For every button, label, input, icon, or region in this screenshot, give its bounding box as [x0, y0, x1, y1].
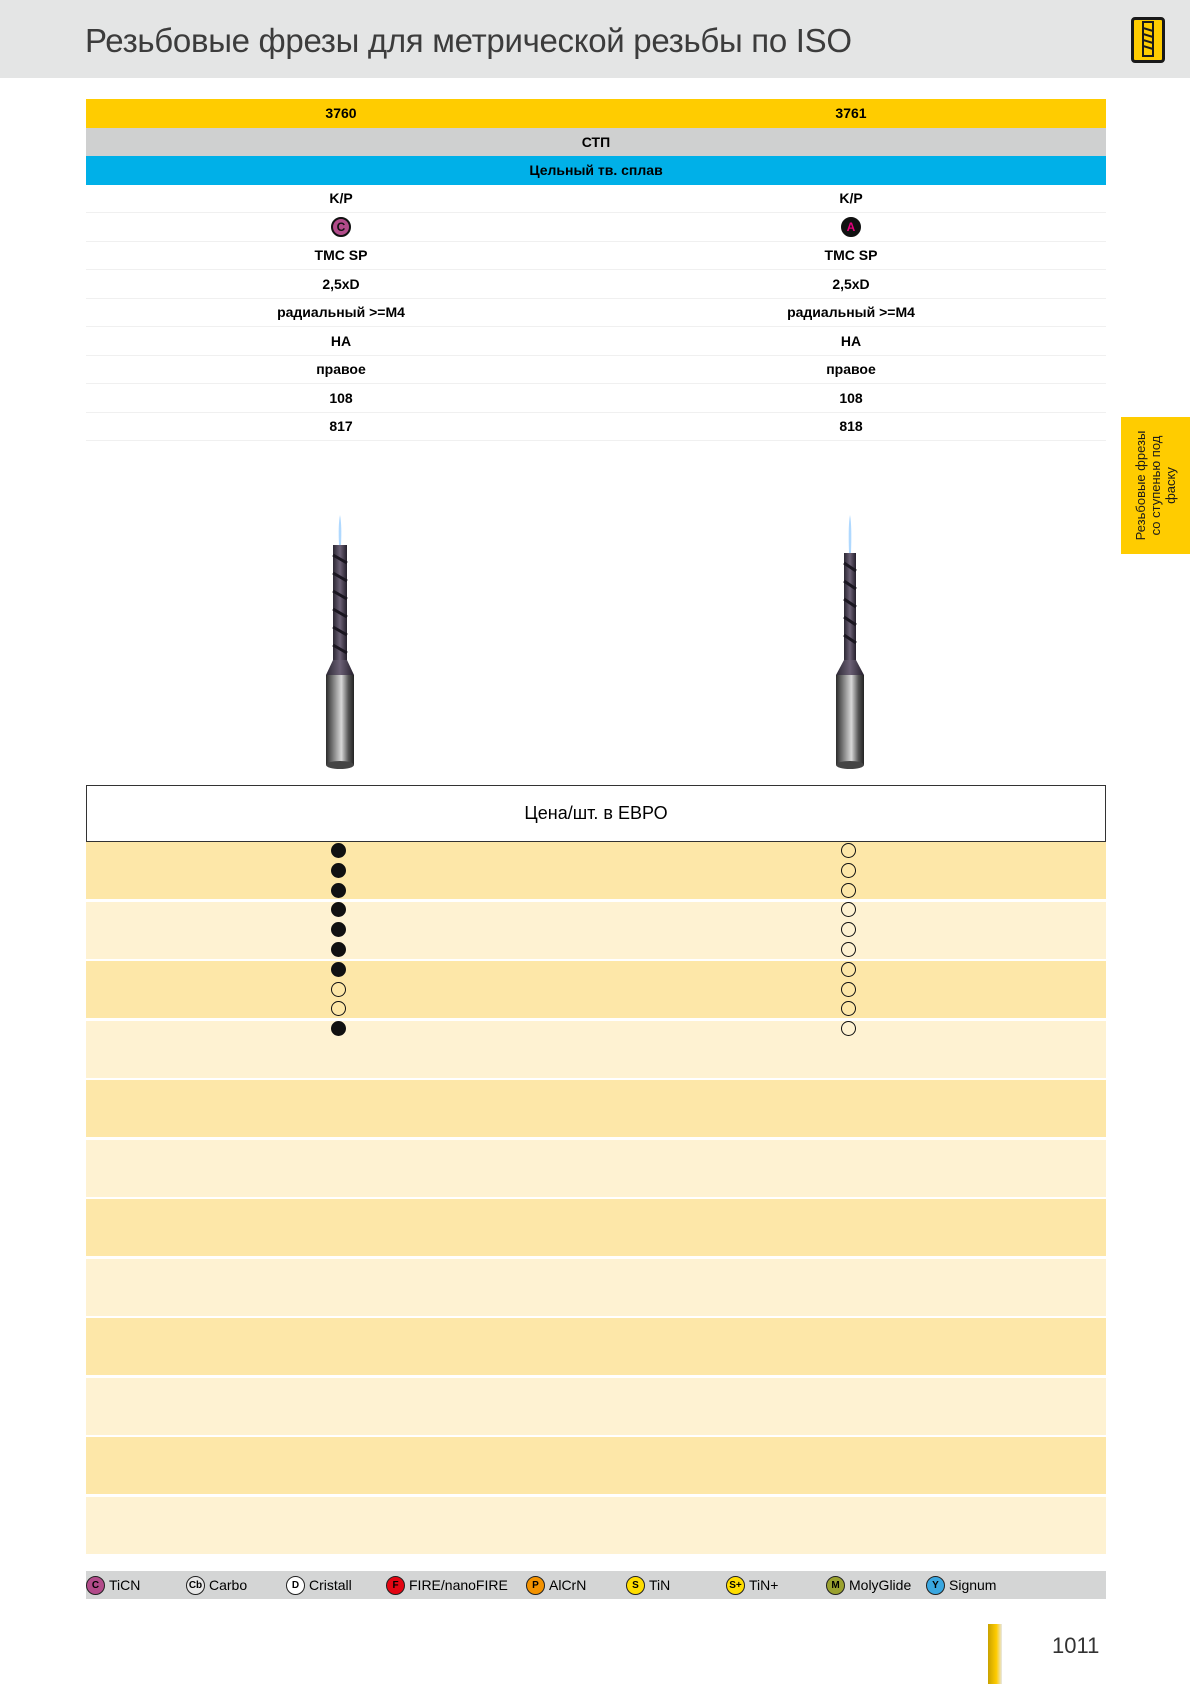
- coating-badge-icon: Cb: [186, 1576, 205, 1595]
- legend-label: Signum: [949, 1577, 997, 1593]
- spec-row: [86, 242, 1106, 271]
- legend-item: [186, 1576, 247, 1595]
- availability-empty-dot-icon: [841, 902, 856, 917]
- coating-badge-icon: S: [626, 1576, 645, 1595]
- legend-item: [386, 1576, 508, 1595]
- standard-label: СТП: [581, 133, 611, 150]
- availability-filled-dot-icon: [331, 922, 346, 937]
- coating-badge-icon: Y: [926, 1576, 945, 1595]
- section-side-tab[interactable]: [1121, 417, 1190, 554]
- standard-row: [86, 128, 1106, 157]
- legend-item: [286, 1576, 352, 1595]
- legend-label: AlCrN: [549, 1577, 587, 1593]
- spec-row: [86, 185, 1106, 214]
- spec-right: K/P: [839, 190, 863, 207]
- table-row: [86, 842, 1106, 899]
- spec-right: TMC SP: [824, 247, 878, 264]
- coating-legend: [86, 1571, 1106, 1599]
- availability-filled-dot-icon: [331, 843, 346, 858]
- price-table-bands: [86, 842, 1106, 1556]
- availability-filled-dot-icon: [331, 863, 346, 878]
- spec-right: правое: [826, 361, 876, 378]
- availability-filled-dot-icon: [331, 942, 346, 957]
- table-row: [86, 1497, 1106, 1554]
- coating-a-badge-icon: A: [841, 217, 861, 237]
- spec-left: K/P: [329, 190, 353, 207]
- article-left: 3760: [325, 105, 357, 122]
- table-row: [86, 1318, 1106, 1375]
- availability-filled-dot-icon: [331, 902, 346, 917]
- coating-c-badge-icon: C: [331, 217, 351, 237]
- availability-empty-dot-icon: [841, 982, 856, 997]
- spec-right: радиальный >=M4: [787, 304, 915, 321]
- availability-empty-dot-icon: [841, 942, 856, 957]
- coating-badge-icon: M: [826, 1576, 845, 1595]
- spec-right: HA: [840, 332, 862, 349]
- page-title: Резьбовые фрезы для метрической резьбы по ISO: [85, 22, 852, 59]
- spec-left: HA: [330, 332, 352, 349]
- availability-empty-dot-icon: [841, 883, 856, 898]
- availability-filled-dot-icon: [331, 1021, 346, 1036]
- spec-right: 2,5xD: [832, 275, 870, 292]
- price-header: [86, 785, 1106, 842]
- availability-empty-dot-icon: [331, 982, 346, 997]
- coating-row: [86, 213, 1106, 242]
- page-marker: [988, 1624, 1002, 1684]
- availability-empty-dot-icon: [841, 843, 856, 858]
- spec-right: 818: [839, 418, 863, 435]
- spec-left: радиальный >=M4: [277, 304, 405, 321]
- spec-table: [86, 99, 1106, 441]
- legend-label: TiN: [649, 1577, 671, 1593]
- availability-filled-dot-icon: [331, 962, 346, 977]
- coating-badge-icon: C: [86, 1576, 105, 1595]
- article-right: 3761: [835, 105, 867, 122]
- page-header: [0, 0, 1190, 78]
- spec-row: [86, 327, 1106, 356]
- material-row: [86, 156, 1106, 185]
- legend-label: TiN+: [749, 1577, 779, 1593]
- legend-label: FIRE/nanoFIRE: [409, 1577, 508, 1593]
- availability-column-right: [841, 843, 861, 1041]
- coating-badge-icon: S+: [726, 1576, 745, 1595]
- material-label: Цельный тв. сплав: [529, 162, 663, 179]
- spec-row: [86, 384, 1106, 413]
- coating-badge-icon: P: [526, 1576, 545, 1595]
- thread-mill-image-right: [830, 515, 870, 778]
- page-number: 1011: [1052, 1633, 1100, 1658]
- spec-row: [86, 270, 1106, 299]
- spec-left: 108: [329, 389, 353, 406]
- thread-mill-logo-icon: [1131, 17, 1165, 63]
- legend-item: [526, 1576, 586, 1595]
- legend-label: Carbo: [209, 1577, 248, 1593]
- coating-badge-icon: D: [286, 1576, 305, 1595]
- table-row: [86, 1080, 1106, 1137]
- price-label: Цена/шт. в ЕВРО: [524, 803, 668, 823]
- spec-left: 2,5xD: [322, 275, 360, 292]
- legend-item: [826, 1576, 911, 1595]
- article-number-row: [86, 99, 1106, 128]
- table-row: [86, 1140, 1106, 1197]
- availability-empty-dot-icon: [841, 1001, 856, 1016]
- legend-item: [86, 1576, 140, 1595]
- table-row: [86, 961, 1106, 1018]
- spec-left: правое: [316, 361, 366, 378]
- side-tab-label: Резьбовые фрезы со ступенью под фаску: [1133, 430, 1178, 541]
- table-row: [86, 1378, 1106, 1435]
- table-row: [86, 1021, 1106, 1078]
- legend-label: MolyGlide: [849, 1577, 912, 1593]
- spec-right: 108: [839, 389, 863, 406]
- availability-empty-dot-icon: [841, 922, 856, 937]
- availability-empty-dot-icon: [841, 1021, 856, 1036]
- availability-empty-dot-icon: [841, 962, 856, 977]
- legend-item: [726, 1576, 778, 1595]
- availability-filled-dot-icon: [331, 883, 346, 898]
- coating-badge-icon: F: [386, 1576, 405, 1595]
- legend-item: [926, 1576, 996, 1595]
- table-row: [86, 1259, 1106, 1316]
- spec-left: TMC SP: [314, 247, 368, 264]
- table-row: [86, 1199, 1106, 1256]
- thread-mill-image-left: [320, 515, 360, 778]
- table-row: [86, 902, 1106, 959]
- availability-empty-dot-icon: [331, 1001, 346, 1016]
- spec-left: 817: [329, 418, 353, 435]
- availability-column-left: [331, 843, 351, 1041]
- table-row: [86, 1437, 1106, 1494]
- spec-row: [86, 413, 1106, 442]
- availability-empty-dot-icon: [841, 863, 856, 878]
- spec-row: [86, 356, 1106, 385]
- legend-label: Cristall: [309, 1577, 352, 1593]
- legend-item: [626, 1576, 670, 1595]
- legend-label: TiCN: [109, 1577, 141, 1593]
- spec-row: [86, 299, 1106, 328]
